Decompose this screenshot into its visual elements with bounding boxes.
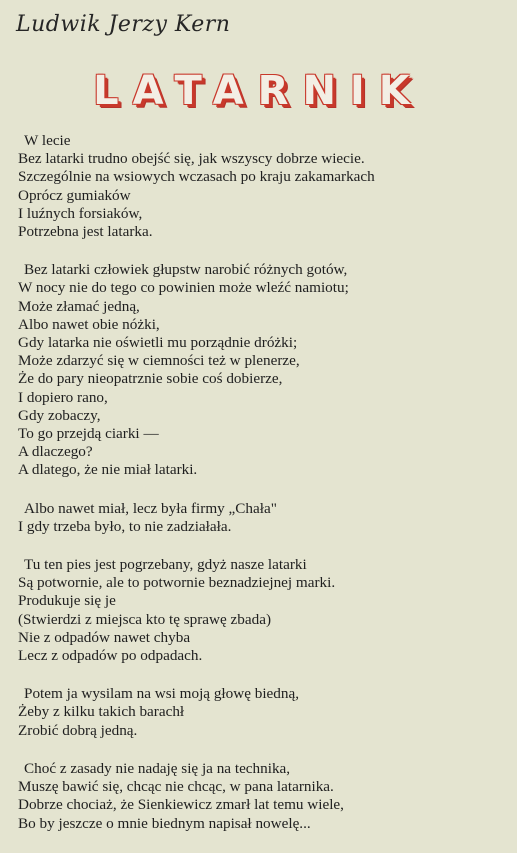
stanza-4 [18, 556, 498, 665]
poem-line: Są potwornie, ale to potwornie beznadziejnej marki. [18, 574, 336, 592]
poem-body [18, 132, 498, 853]
poem-line: Szczególnie na wsiowych wczasach po kraju zakamarkach [18, 168, 375, 186]
poem-line: I dopiero rano, [18, 388, 108, 406]
poem-line: Bez latarki trudno obejść się, jak wszyscy dobrze wiecie. [18, 150, 365, 168]
poem-line: Potem ja wysilam na wsi moją głowę biedną, [24, 685, 300, 703]
poem-line: Gdy zobaczy, [18, 406, 101, 424]
poem-line: Albo nawet miał, lecz była firmy „Chała" [24, 499, 277, 517]
poem-line: I luźnych forsiaków, [18, 204, 143, 222]
poem-line: Nie z odpadów nawet chyba [18, 628, 191, 646]
poem-line: Lecz z odpadów po odpadach. [18, 647, 203, 665]
poem-line: Bez latarki człowiek głupstw narobić różnych gotów, [24, 261, 348, 279]
poem-title: LATARNIK [93, 68, 424, 114]
poem-line: A dlaczego? [18, 443, 93, 461]
poem-line: A dlatego, że nie miał latarki. [18, 461, 198, 479]
poem-line: Bo by jeszcze o mnie biednym napisał nowelę... [18, 814, 311, 832]
poem-line: Żeby z kilku takich barachł [18, 703, 185, 721]
poem-line: I gdy trzeba było, to nie zadziałała. [18, 517, 232, 535]
stanza-6 [18, 760, 498, 833]
poem-line: Produkuje się je [18, 592, 116, 610]
poem-line: Choć z zasady nie nadaję się ja na technika, [24, 759, 291, 777]
stanza-2 [18, 261, 498, 479]
poem-line: W nocy nie do tego co powinien może wleźć namiotu; [18, 279, 349, 297]
poem-line: Albo nawet obie nóżki, [18, 315, 160, 333]
poem-line: Może zdarzyć się w ciemności też w plenerze, [18, 352, 300, 370]
stanza-1 [18, 132, 498, 241]
poem-line: Może złamać jedną, [18, 297, 140, 315]
stanza-5 [18, 685, 498, 740]
author-name: Ludwik Jerzy Kern [16, 12, 231, 37]
poem-line: Oprócz gumiaków [18, 186, 131, 204]
poem-line: W lecie [24, 132, 71, 149]
poem-line: Gdy latarka nie oświetli mu porządnie dróżki; [18, 334, 298, 352]
stanza-3 [18, 500, 498, 536]
poem-line: Potrzebna jest latarka. [18, 223, 153, 241]
poem-line: Dobrze chociaż, że Sienkiewicz zmarł lat temu wiele, [18, 796, 344, 814]
poem-line: Tu ten pies jest pogrzebany, gdyż nasze latarki [24, 556, 307, 574]
poem-line: (Stwierdzi z miejsca kto tę sprawę zbada) [18, 610, 272, 628]
poem-line: Muszę bawić się, chcąc nie chcąc, w pana latarnika. [18, 778, 334, 796]
poem-line: Że do pary nieopatrznie sobie coś dobierze, [18, 370, 283, 388]
poem-line: To go przejdą ciarki — [18, 425, 159, 443]
poem-line: Zrobić dobrą jedną. [18, 721, 138, 739]
